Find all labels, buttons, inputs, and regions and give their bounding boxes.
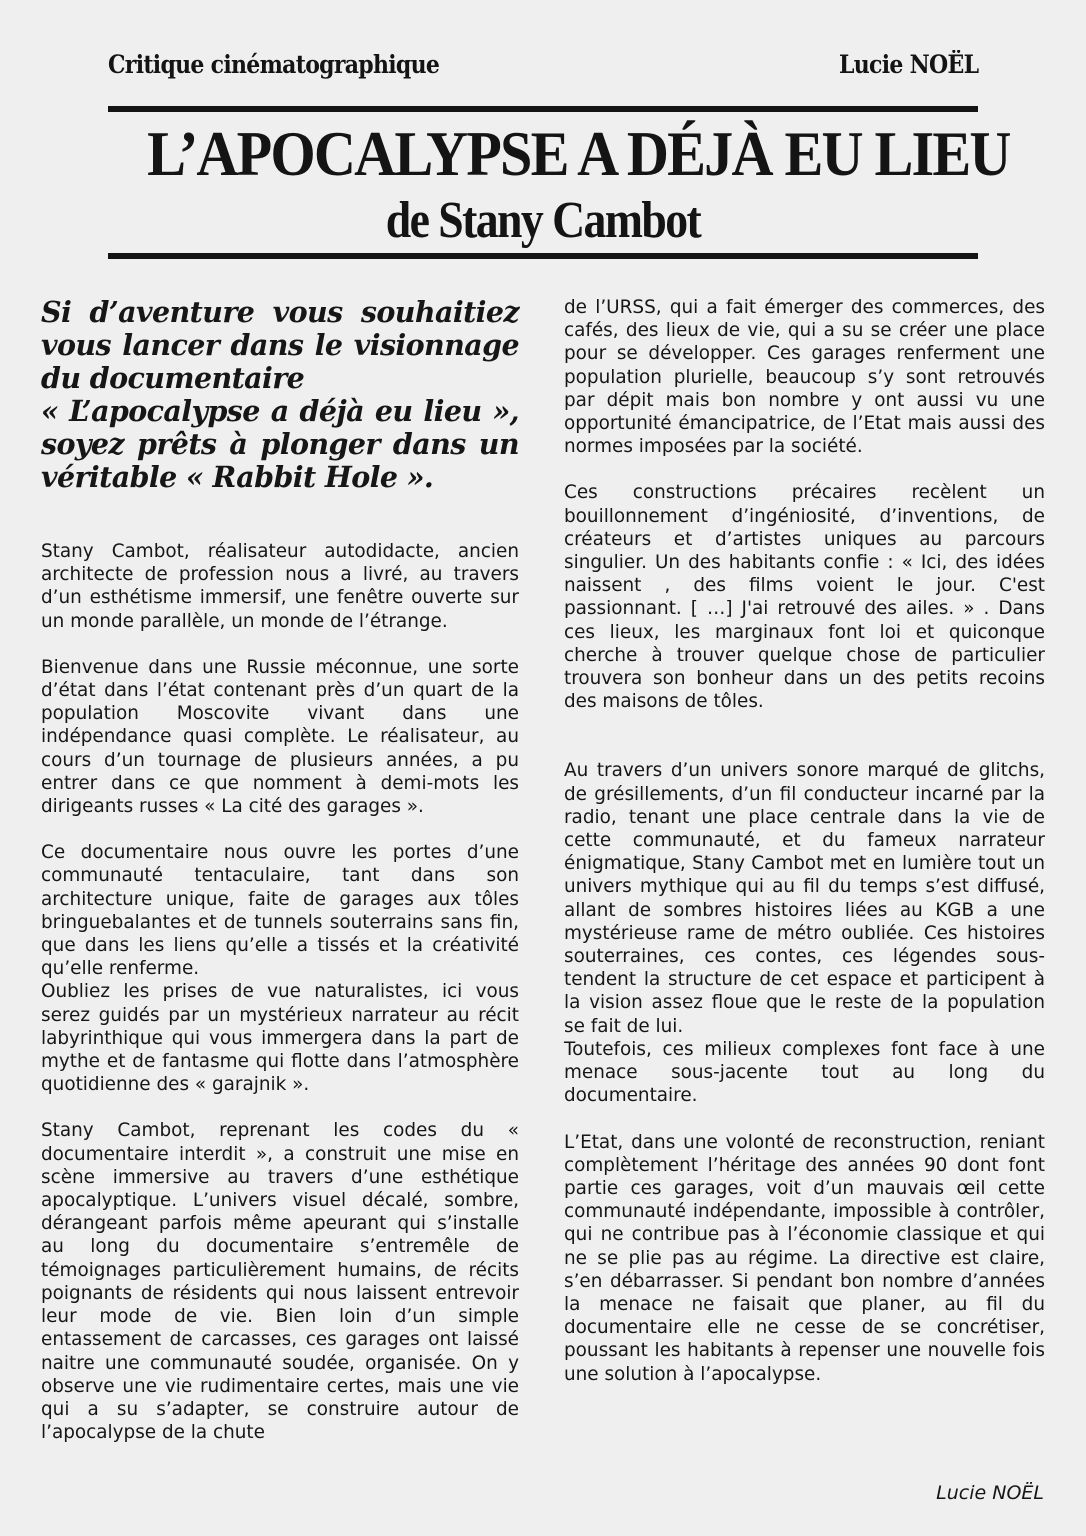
body-paragraph: Oubliez les prises de vue naturalistes, ici vous serez guidés par un mystérieux narrateur au récit labyrinthique qui vous immergera dans la part de mythe et de fantasme qui flotte dans l’atmosphère quotidienne des « garajnik ». xyxy=(41,981,519,1096)
body-paragraph: Au travers d’un univers sonore marqué de glitchs, de grésillements, d’un fil conducteur incarné par la radio, tenant une place centrale dans la vie de cette communauté, et du fameux narrateur énigmatique, Stany Cambot met en lumière tout un univers mythique qui au fil du temps s’est diffusé, allant de sombres histoires liées au KGB a une mystérieuse rame de métro oubliée. Ces histoires souterraines, ces contes, ces légendes sous-tendent la structure de cet espace et participent à la vision assez floue que le reste de la population se fait de lui. xyxy=(564,760,1045,1037)
author-name: Lucie NOËL xyxy=(838,50,978,79)
body-paragraph: de l’URSS, qui a fait émerger des commerces, des cafés, des lieux de vie, qui a su se créer une place pour se développer. Ces garages renferment une population plurielle, beaucoup s’y sont retrouvés par dépit mais bon nombre y ont aussi vu une opportunité émancipatrice, de l’Etat mais aussi des normes imposées par la société. xyxy=(564,297,1045,458)
article-subtitle: de Stany Cambot xyxy=(385,192,701,249)
bottom-divider xyxy=(108,253,978,259)
body-paragraph: Stany Cambot, réalisateur autodidacte, ancien architecte de profession nous a livré, au travers d’un esthétisme immersif, une fenêtre ouverte sur un monde parallèle, un monde de l’étrange. xyxy=(41,541,519,632)
left-column xyxy=(41,296,519,1444)
lead-paragraph xyxy=(41,296,519,494)
lead-line: Si d’aventure vous souhaitiez vous lancer dans le visionnage du documentaire xyxy=(41,295,519,395)
article-title: L’APOCALYPSE A DÉJÀ EU LIEU xyxy=(147,118,1010,189)
body-paragraph: Ce documentaire nous ouvre les portes d’une communauté tentaculaire, tant dans son architecture unique, faite de garages aux tôles bringuebalantes et de tunnels souterrains sans fin, que dans les liens qu’elle a tissés et la créativité qu’elle renferme. xyxy=(41,842,519,980)
body-paragraph: L’Etat, dans une volonté de reconstruction, reniant complètement l’héritage des années 90 dont font partie ces garages, voit d’un mauvais œil cette communauté indépendante, impossible à contrôler, qui ne contribue pas à l’économie classique et qui ne se plie pas au régime. La directive est claire, s’en débarrasser. Si pendant bon nombre d’années la menace ne faisait que planer, au fil du documentaire elle ne cesse de se concrétiser, poussant les habitants à repenser une nouvelle fois une solution à l’apocalypse. xyxy=(564,1131,1045,1385)
body-paragraph: Ces constructions précaires recèlent un bouillonnement d’ingéniosité, d’inventions, de créateurs et d’artistes uniques au parcours singulier. Un des habitants confie : « Ici, des idées naissent , des films voient le jour. C'est passionnant. [ …] J'ai retrouvé des ailes. » . Dans ces lieux, les marginaux font loi et quiconque cherche à trouver quelque chose de particulier trouvera son bonheur dans un des petits recoins des maisons de tôles. xyxy=(564,482,1045,713)
signature: Lucie NOËL xyxy=(936,1482,1044,1504)
lead-line: « L’apocalypse a déjà eu lieu », soyez prêts à plonger dans un véritable « Rabbit Hole ». xyxy=(41,394,519,494)
right-column xyxy=(564,296,1045,1386)
body-paragraph: Stany Cambot, reprenant les codes du « documentaire interdit », a construit une mise en scène immersive au travers d’une esthétique apocalyptique. L’univers visuel décalé, sombre, dérangeant parfois même apeurant qui s’installe au long du documentaire s’entremêle de témoignages particulièrement humains, de récits poignants de résidents qui nous laissent entrevoir leur mode de vie. Bien loin d’un simple entassement de carcasses, ces garages ont laissé naitre une communauté soudée, organisée. On y observe une vie rudimentaire certes, mais une vie qui a su s’adapter, se construire autour de l’apocalypse de la chute xyxy=(41,1120,519,1444)
section-label: Critique cinématographique xyxy=(108,50,440,79)
body-paragraph: Bienvenue dans une Russie méconnue, une sorte d’état dans l’état contenant près d’un quart de la population Moscovite vivant dans une indépendance quasi complète. Le réalisateur, au cours d’un tournage de plusieurs années, a pu entrer dans ce que nomment à demi-mots les dirigeants russes « La cité des garages ». xyxy=(41,656,519,818)
body-paragraph: Toutefois, ces milieux complexes font face à une menace sous-jacente tout au long du documentaire. xyxy=(564,1038,1045,1107)
top-divider xyxy=(108,106,978,112)
